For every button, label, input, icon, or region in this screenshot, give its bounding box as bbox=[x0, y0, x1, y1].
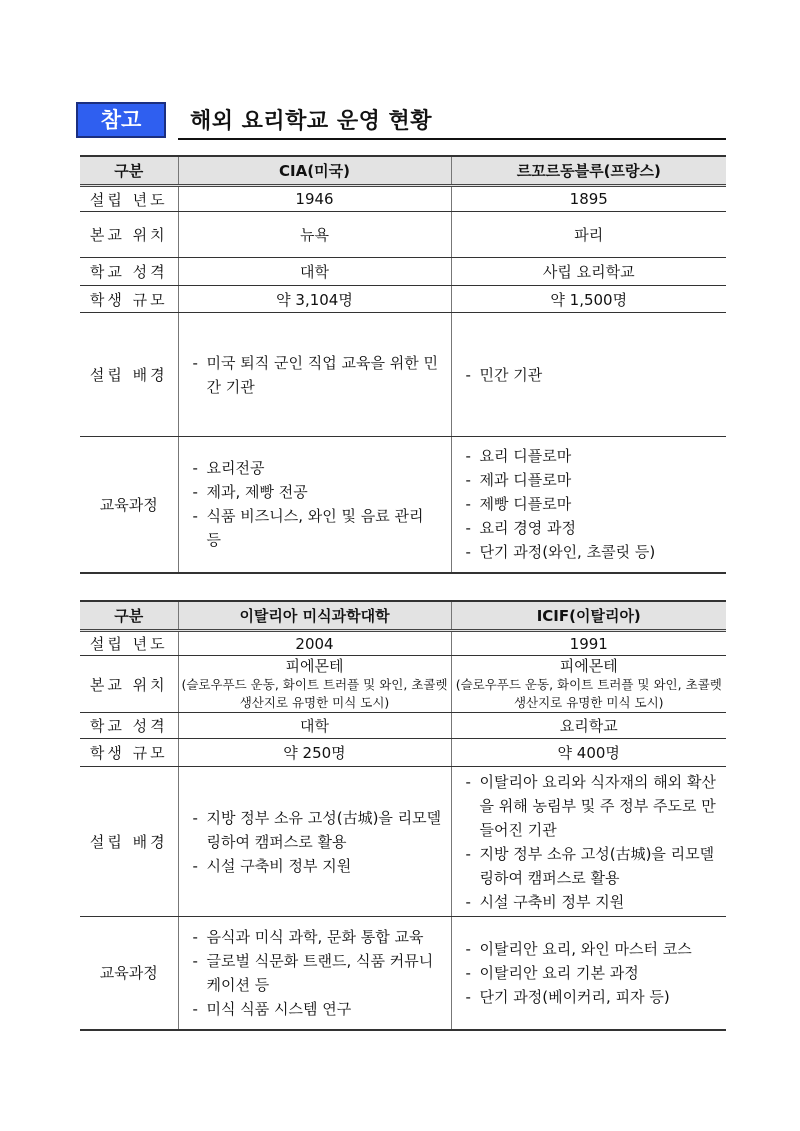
cell: 약 250명 bbox=[178, 739, 451, 767]
bullet-item: - 이탈리안 요리 기본 과정 bbox=[466, 961, 719, 985]
cell: 1991 bbox=[451, 631, 726, 656]
bullet-item: - 단기 과정(와인, 초콜릿 등) bbox=[466, 540, 719, 564]
table-header-row bbox=[80, 156, 726, 186]
column-header: 구분 bbox=[80, 601, 178, 631]
bullet-item: - 미식 식품 시스템 연구 bbox=[193, 997, 443, 1021]
reference-badge: 참고 bbox=[76, 102, 166, 138]
table-row bbox=[80, 631, 726, 656]
cell: 파리 bbox=[451, 212, 726, 258]
row-label: 학생 규모 bbox=[80, 286, 178, 313]
cell: 약 400명 bbox=[451, 739, 726, 767]
row-label: 학교 성격 bbox=[80, 258, 178, 286]
cell: 요리학교 bbox=[451, 713, 726, 739]
schools-table-2 bbox=[80, 600, 726, 1031]
cell bbox=[451, 656, 726, 713]
location-note: (슬로우푸드 운동, 화이트 트러플 및 와인, 초콜렛 생산지로 유명한 미식 도시) bbox=[455, 676, 722, 710]
table-row bbox=[80, 739, 726, 767]
row-label: 교육과정 bbox=[80, 437, 178, 573]
location-name: 피에몬테 bbox=[285, 656, 344, 675]
column-header: ICIF(이탈리아) bbox=[451, 601, 726, 631]
bullet-item: - 식품 비즈니스, 와인 및 음료 관리 등 bbox=[193, 504, 443, 552]
row-label: 교육과정 bbox=[80, 917, 178, 1030]
column-header: CIA(미국) bbox=[178, 156, 451, 186]
cell: 2004 bbox=[178, 631, 451, 656]
row-label: 본교 위치 bbox=[80, 212, 178, 258]
row-label: 설립 년도 bbox=[80, 631, 178, 656]
cell: 1946 bbox=[178, 186, 451, 212]
bullet-item: - 시설 구축비 정부 지원 bbox=[466, 890, 719, 914]
cell bbox=[451, 437, 726, 573]
table-row bbox=[80, 767, 726, 917]
cell: 1895 bbox=[451, 186, 726, 212]
bullet-item: - 시설 구축비 정부 지원 bbox=[193, 854, 443, 878]
cell: 약 3,104명 bbox=[178, 286, 451, 313]
column-header: 르꼬르동블루(프랑스) bbox=[451, 156, 726, 186]
table-row bbox=[80, 313, 726, 437]
row-label: 설립 배경 bbox=[80, 767, 178, 917]
bullet-item: - 요리 디플로마 bbox=[466, 444, 719, 468]
row-label: 학생 규모 bbox=[80, 739, 178, 767]
table-row bbox=[80, 713, 726, 739]
row-label: 학교 성격 bbox=[80, 713, 178, 739]
page-title: 해외 요리학교 운영 현황 bbox=[190, 109, 432, 134]
bullet-item: - 지방 정부 소유 고성(古城)을 리모델링하여 캠퍼스로 활용 bbox=[193, 806, 443, 854]
cell bbox=[178, 767, 451, 917]
cell: 뉴욕 bbox=[178, 212, 451, 258]
bullet-item: - 단기 과정(베이커리, 피자 등) bbox=[466, 985, 719, 1009]
bullet-item: - 이탈리아 요리와 식자재의 해외 확산을 위해 농림부 및 주 정부 주도로 만들어진 기관 bbox=[466, 770, 719, 842]
row-label: 설립 배경 bbox=[80, 313, 178, 437]
row-label: 설립 년도 bbox=[80, 186, 178, 212]
cell: 대학 bbox=[178, 713, 451, 739]
cell bbox=[178, 917, 451, 1030]
table-row bbox=[80, 212, 726, 258]
table-row bbox=[80, 437, 726, 573]
table-row bbox=[80, 286, 726, 313]
column-header: 이탈리아 미식과학대학 bbox=[178, 601, 451, 631]
bullet-item: - 요리 경영 과정 bbox=[466, 516, 719, 540]
bullet-item: - 제빵 디플로마 bbox=[466, 492, 719, 516]
bullet-item: - 민간 기관 bbox=[466, 363, 719, 387]
cell bbox=[451, 917, 726, 1030]
bullet-item: - 음식과 미식 과학, 문화 통합 교육 bbox=[193, 925, 443, 949]
bullet-item: - 미국 퇴직 군인 직업 교육을 위한 민간 기관 bbox=[193, 351, 443, 399]
cell: 약 1,500명 bbox=[451, 286, 726, 313]
cell bbox=[178, 656, 451, 713]
cell bbox=[178, 313, 451, 437]
section-title-bar bbox=[76, 102, 726, 142]
table-row bbox=[80, 258, 726, 286]
schools-table-1 bbox=[80, 155, 726, 574]
column-header: 구분 bbox=[80, 156, 178, 186]
location-note: (슬로우푸드 운동, 화이트 트러플 및 와인, 초콜렛 생산지로 유명한 미식 도시) bbox=[181, 676, 448, 710]
table-row bbox=[80, 917, 726, 1030]
bullet-item: - 제과 디플로마 bbox=[466, 468, 719, 492]
cell bbox=[451, 767, 726, 917]
location-name: 피에몬테 bbox=[559, 656, 618, 675]
cell: 사립 요리학교 bbox=[451, 258, 726, 286]
cell: 대학 bbox=[178, 258, 451, 286]
table-row bbox=[80, 186, 726, 212]
bullet-item: - 글로벌 식문화 트랜드, 식품 커뮤니케이션 등 bbox=[193, 949, 443, 997]
bullet-item: - 지방 정부 소유 고성(古城)을 리모델링하여 캠퍼스로 활용 bbox=[466, 842, 719, 890]
bullet-item: - 이탈리안 요리, 와인 마스터 코스 bbox=[466, 937, 719, 961]
cell bbox=[451, 313, 726, 437]
title-underline bbox=[178, 138, 726, 140]
table-header-row bbox=[80, 601, 726, 631]
bullet-item: - 요리전공 bbox=[193, 456, 443, 480]
table-row bbox=[80, 656, 726, 713]
bullet-item: - 제과, 제빵 전공 bbox=[193, 480, 443, 504]
cell bbox=[178, 437, 451, 573]
row-label: 본교 위치 bbox=[80, 656, 178, 713]
